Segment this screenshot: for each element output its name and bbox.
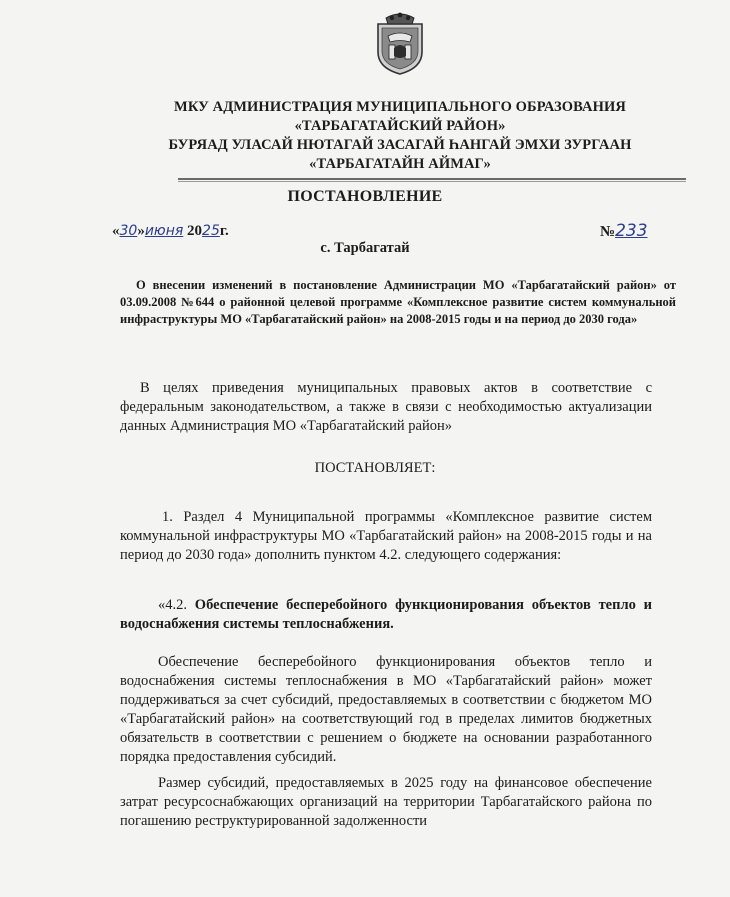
org-name-line-1: МКУ АДМИНИСТРАЦИЯ МУНИЦИПАЛЬНОГО ОБРАЗОВАНИЯ xyxy=(174,99,626,115)
document-date xyxy=(112,223,229,240)
support-paragraph: Обеспечение бесперебойного функционирования объектов тепло и водоснабжения системы теплоснабжения в МО «Тарбагатайский район» может поддерживаться за счет субсидий, предоставляемых в соответствии с бюджетом МО «Тарбагатайский район» на соответствующий год в пределах лимитов бюджетных обязательств в соответствии с решением о бюджете на основании разработанного порядка предоставления субсидий. xyxy=(120,654,652,765)
document-type-title: ПОСТАНОВЛЕНИЕ xyxy=(287,188,443,205)
date-year-prefix: 20 xyxy=(187,223,203,239)
org-name-buryat-line-2: «ТАРБАГАТАЙН АЙМАГ» xyxy=(309,156,491,172)
date-close-quote: » xyxy=(137,223,145,239)
preamble-paragraph: В целях приведения муниципальных правовых актов в соответствие с федеральным законодательством, а также в связи с необходимостью актуализации данных Администрация МО «Тарбагатайский район» xyxy=(120,380,652,434)
subsidy-amount-paragraph: Размер субсидий, предоставляемых в 2025 году на финансовое обеспечение затрат ресурсоснабжающих организаций на территории Тарбагатайского района по погашению реструктурированной задолженности xyxy=(120,775,652,829)
decree-heading: ПОСТАНОВЛЯЕТ: xyxy=(314,460,436,476)
date-year-mark: г. xyxy=(219,223,229,239)
number-value-handwritten: 233 xyxy=(615,221,648,241)
item-1-paragraph: 1. Раздел 4 Муниципальной программы «Комплексное развитие систем коммунальной инфраструктуры МО «Тарбагатайский район» на 2008-2015 годы и на период до 2030 года» дополнить пунктом 4.2. следующего содержания: xyxy=(120,509,652,563)
date-open-quote: « xyxy=(112,223,120,239)
org-name-buryat-line-1: БУРЯАД УЛАСАЙ НЮТАГАЙ ЗАСАГАЙ ҺАНГАЙ ЭМХИ ЗУРГААН xyxy=(168,137,632,153)
place-of-issue: с. Тарбагатай xyxy=(320,240,410,256)
org-name-line-2: «ТАРБАГАТАЙСКИЙ РАЙОН» xyxy=(294,118,506,134)
header-divider xyxy=(178,178,686,180)
coat-of-arms-icon xyxy=(372,12,428,76)
section-4-2-heading xyxy=(120,596,652,634)
date-year-handwritten: 25 xyxy=(202,223,220,239)
date-month-handwritten: июня xyxy=(144,223,184,239)
section-prefix: «4.2. xyxy=(158,597,187,613)
document-subject: О внесении изменений в постановление Администрации МО «Тарбагатайский район» от 03.09.2008 №644 о районной целевой программе «Комплексное развитие систем коммунальной инфраструктуры МО «Тарбагатайский район» на 2008-2015 годы и на период до 2030 года» xyxy=(120,278,676,326)
date-day-handwritten: 30 xyxy=(119,223,138,239)
number-label: № xyxy=(600,224,616,240)
document-number xyxy=(600,221,648,241)
header-divider-thin xyxy=(178,181,686,182)
section-title: Обеспечение бесперебойного функционирования объектов тепло и водоснабжения системы теплоснабжения. xyxy=(120,597,653,632)
